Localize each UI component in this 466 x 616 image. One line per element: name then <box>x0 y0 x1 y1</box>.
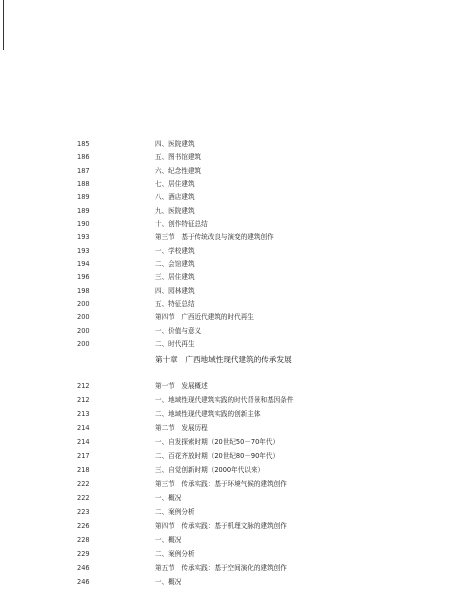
toc-entry-title: 一、价值与意义 <box>155 326 202 335</box>
toc-page-number: 223 <box>77 508 90 516</box>
toc-page-number: 213 <box>77 410 90 418</box>
toc-page-number: 218 <box>77 466 90 474</box>
toc-entry-title: 一、学校建筑 <box>155 246 195 255</box>
toc-page-number: 222 <box>77 494 90 502</box>
toc-entry-title: 第二节 发展历程 <box>155 424 208 432</box>
toc-page-number: 246 <box>77 564 90 572</box>
chapter-heading: 第十章 广西地域性现代建筑的传承发展 <box>155 355 292 364</box>
toc-entry-title: 九、医院建筑 <box>155 206 195 215</box>
toc-entry-title: 十、创作特征总结 <box>155 219 208 228</box>
toc-entry-title: 六、纪念性建筑 <box>155 166 202 175</box>
toc-page-number: 193 <box>77 246 90 255</box>
toc-entry-title: 五、特征总结 <box>155 299 195 308</box>
toc-entry-title: 二、会馆建筑 <box>155 259 195 268</box>
toc-page-number: 196 <box>77 273 90 282</box>
toc-entry-title: 第四节 广西近代建筑的时代再生 <box>155 313 254 322</box>
toc-entry-title: 二、案例分析 <box>155 550 195 558</box>
toc-entry-title: 二、时代再生 <box>155 339 195 348</box>
toc-entry-title: 二、百花齐放时期（20世纪80－90年代） <box>155 452 280 460</box>
toc-page-number: 200 <box>77 339 90 348</box>
toc-entry-title: 第三节 传承实践：基于环境气候的建筑创作 <box>155 480 287 488</box>
toc-page-number: 229 <box>77 550 90 558</box>
toc-page-number: 200 <box>77 299 90 308</box>
toc-page-number: 189 <box>77 206 90 215</box>
toc-entry-title: 二、地域性现代建筑实践的创新主体 <box>155 410 261 418</box>
toc-page-number: 214 <box>77 438 90 446</box>
toc-entry-title: 一、概况 <box>155 536 182 544</box>
toc-page-number: 185 <box>77 140 90 148</box>
toc-page-number: 190 <box>77 219 90 228</box>
toc-entry-title: 四、医院建筑 <box>155 140 195 148</box>
toc-entry-title: 一、概况 <box>155 578 182 586</box>
toc-page-number: 212 <box>77 396 90 404</box>
toc-entry-title: 第五节 传承实践：基于空间演化的建筑创作 <box>155 564 287 572</box>
toc-entry-title: 第三节 基于传统改良与演变的建筑创作 <box>155 233 274 242</box>
toc-page-number: 189 <box>77 193 90 202</box>
toc-entry-title: 第四节 传承实践：基于机理文脉的建筑创作 <box>155 522 287 530</box>
toc-page-number: 222 <box>77 480 90 488</box>
toc-entry-title: 二、案例分析 <box>155 508 195 516</box>
toc-entry-title: 一、自发探索时期（20世纪50－70年代） <box>155 438 280 446</box>
toc-entry-title: 七、居住建筑 <box>155 179 195 188</box>
toc-page-number: 212 <box>77 382 90 390</box>
toc-entry-title: 三、自觉创新时期（2000年代以来） <box>155 466 265 474</box>
toc-page-number: 186 <box>77 153 90 162</box>
toc-entry-title: 五、图书馆建筑 <box>155 153 202 162</box>
toc-page-number: 194 <box>77 259 90 268</box>
toc-page-number: 228 <box>77 536 90 544</box>
toc-page-number: 200 <box>77 313 90 322</box>
toc-page-number: 226 <box>77 522 90 530</box>
toc-page-number: 198 <box>77 286 90 295</box>
toc-entry-title: 八、酒店建筑 <box>155 193 195 202</box>
toc-page-number: 217 <box>77 452 90 460</box>
toc-page-number: 187 <box>77 166 90 175</box>
toc-page-number: 200 <box>77 326 90 335</box>
toc-entry-title: 四、园林建筑 <box>155 286 195 295</box>
toc-entry-title: 一、地域性现代建筑实践的时代背景和基因条件 <box>155 396 294 404</box>
toc-page-number: 246 <box>77 578 90 586</box>
toc-page-number: 193 <box>77 233 90 242</box>
toc-page-number: 214 <box>77 424 90 432</box>
toc-entry-title: 第一节 发展概述 <box>155 382 208 390</box>
toc-entry-title: 三、居住建筑 <box>155 273 195 282</box>
toc-page-number: 188 <box>77 179 90 188</box>
toc-entry-title: 一、概况 <box>155 494 182 502</box>
